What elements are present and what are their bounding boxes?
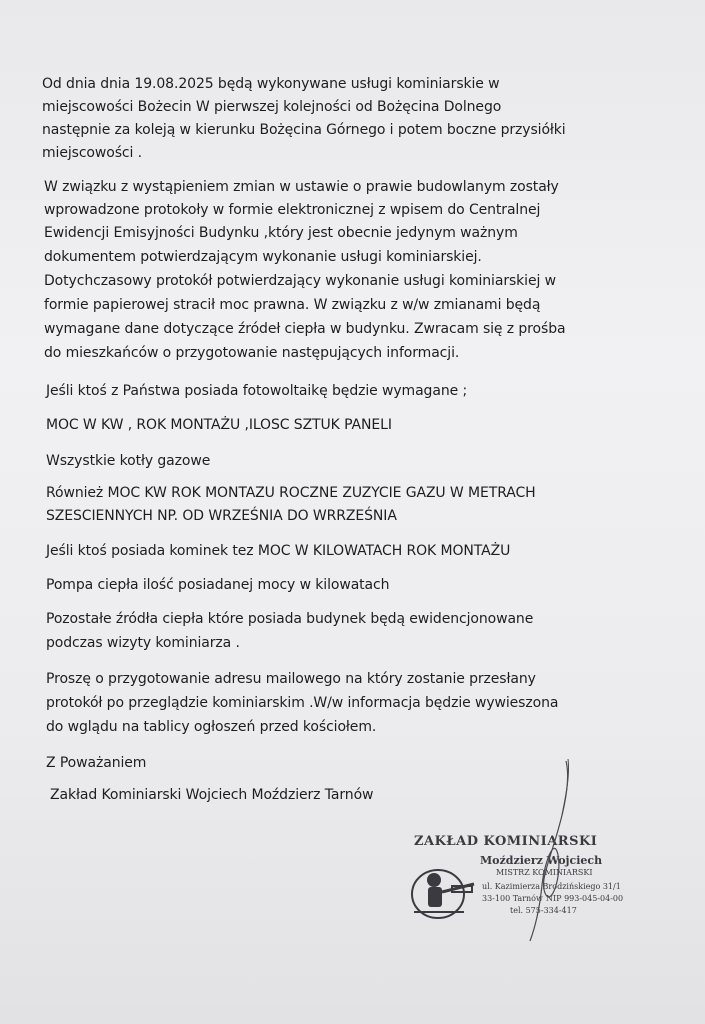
text-line: podczas wizyty kominiarza . [46, 635, 240, 651]
handwritten-signature [500, 755, 590, 945]
stamp-nip: NIP 993-045-04-00 [546, 894, 624, 903]
stamp-address: ul. Kazimierza Brodzińskiego 31/1 [482, 882, 621, 891]
text-line: Proszę o przygotowanie adresu mailowego na który zostanie przesłany [46, 671, 536, 687]
stamp-role: MISTRZ KOMINIARSKI [496, 868, 593, 877]
text-line: Pompa ciepła ilość posiadanej mocy w kilowatach [46, 577, 390, 593]
text-line: następnie za koleją w kierunku Bożęcina Górnego i potem boczne przysiółki [42, 122, 566, 138]
text-line: miejscowości . [42, 145, 142, 161]
text-line: Wszystkie kotły gazowe [46, 453, 211, 469]
text-line: Jeśli ktoś z Państwa posiada fotowoltaikę będzie wymagane ; [46, 383, 468, 399]
chimney-sweep-logo-icon [408, 854, 480, 922]
text-line: protokół po przeglądzie kominiarskim .W/w informacja będzie wywieszona [46, 695, 559, 711]
text-line: do wglądu na tablicy ogłoszeń przed kościołem. [46, 719, 377, 735]
stamp-city: 33-100 Tarnów [482, 894, 543, 903]
text-line: SZESCIENNYCH NP. OD WRZEŚNIA DO WRRZEŚNIA [46, 508, 397, 524]
text-line: Pozostałe źródła ciepła które posiada budynek będą ewidencjonowane [46, 611, 534, 627]
text-line: Ewidencji Emisyjności Budynku ,który jest obecnie jedynym ważnym [44, 225, 518, 241]
text-line: formie papierowej stracił moc prawna. W związku z w/w zmianami będą [44, 297, 541, 313]
text-line: Dotychczasowy protokół potwierdzający wykonanie usługi kominiarskiej w [44, 273, 556, 289]
text-line: Od dnia dnia 19.08.2025 będą wykonywane usługi kominiarskie w [42, 76, 500, 92]
stamp-phone: tel. 575-334-417 [510, 906, 577, 915]
stamp-title: ZAKŁAD KOMINIARSKI [414, 834, 598, 849]
text-line: miejscowości Bożecin W pierwszej kolejności od Bożęcina Dolnego [42, 99, 502, 115]
text-line: Jeśli ktoś posiada kominek tez MOC W KILOWATACH ROK MONTAŻU [46, 543, 511, 559]
text-line: MOC W KW , ROK MONTAŻU ,ILOSC SZTUK PANELI [46, 417, 392, 433]
text-line: wymagane dane dotyczące źródeł ciepła w budynku. Zwracam się z prośba [44, 321, 566, 337]
text-line: wprowadzone protokoły w formie elektronicznej z wpisem do Centralnej [44, 202, 541, 218]
text-line: dokumentem potwierdzającym wykonanie usługi kominiarskiej. [44, 249, 482, 265]
text-line: do mieszkańców o przygotowanie następujących informacji. [44, 345, 460, 361]
stamp-owner-name: Moździerz Wojciech [480, 854, 603, 867]
text-line: W związku z wystąpieniem zmian w ustawie o prawie budowlanym zostały [44, 179, 559, 195]
sender-name: Zakład Kominiarski Wojciech Moździerz Tarnów [50, 787, 374, 803]
text-line: Również MOC KW ROK MONTAZU ROCZNE ZUZYCIE GAZU W METRACH [46, 485, 536, 501]
closing-salutation: Z Poważaniem [46, 755, 147, 771]
